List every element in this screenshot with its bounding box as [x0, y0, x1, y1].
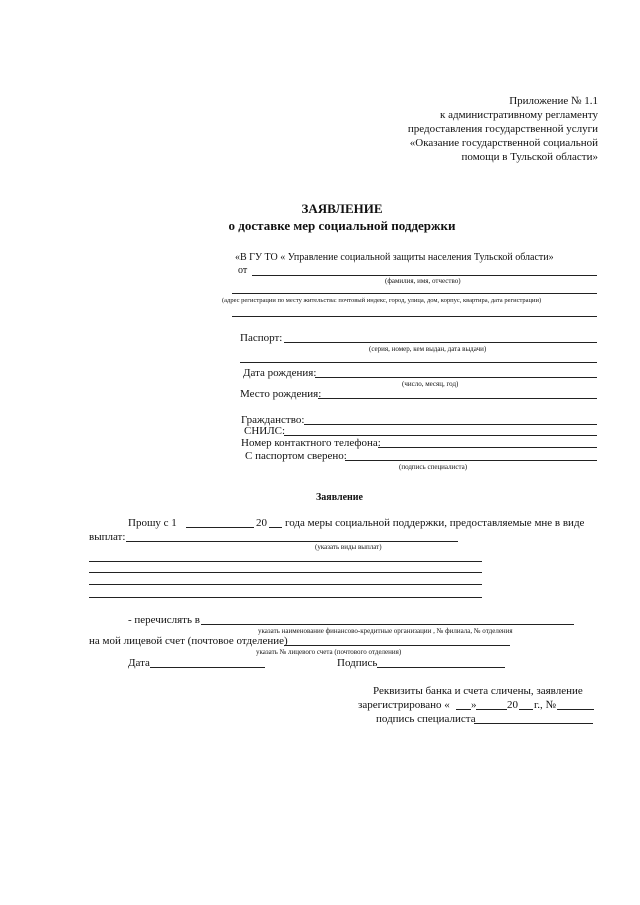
payments-label: выплат:: [89, 531, 126, 543]
appendix-line-4: «Оказание государственной социальной: [409, 137, 598, 149]
birth-date-hint: (число, месяц, год): [402, 380, 459, 388]
payments-line-2: [89, 561, 482, 562]
footer-month-line: [476, 709, 507, 710]
checked-line: [345, 460, 597, 461]
payments-line: [126, 541, 458, 542]
checked-label: С паспортом сверено:: [245, 450, 347, 462]
signature-label: Подпись: [337, 657, 378, 669]
address-hint: (адрес регистрации по месту жительства: почтовый индекс, город, улица, дом, корпус, квартира, дата регистрации): [222, 297, 542, 304]
account-label: на мой лицевой счет (почтовое отделение): [89, 635, 288, 647]
document-title: ЗАЯВЛЕНИЕ: [301, 201, 383, 216]
birth-date-label: Дата рождения:: [243, 367, 317, 379]
statement-text-1: Прошу с 1: [128, 517, 177, 529]
footer-line-3: подпись специалиста: [376, 713, 476, 725]
footer-line-2d: г., №: [534, 699, 557, 711]
footer-line-2a: зарегистрировано «: [358, 699, 450, 711]
phone-line: [378, 447, 597, 448]
passport-label: Паспорт:: [240, 332, 283, 344]
footer-day-line: [456, 709, 471, 710]
appendix-line-3: предоставления государственной услуги: [407, 123, 598, 135]
payments-line-3: [89, 572, 482, 573]
addressee-line: «В ГУ ТО « Управление социальной защиты населения Тульской области»: [235, 252, 554, 263]
footer-number-line: [557, 709, 594, 710]
from-label: от: [238, 265, 248, 276]
statement-text-3: года меры социальной поддержки, предоставляемые мне в виде: [285, 517, 585, 529]
payments-line-4: [89, 584, 482, 585]
statement-year-line: [269, 527, 282, 528]
transfer-org-hint: указать наименование финансово-кредитные организации , № филиала, № отделения: [258, 627, 513, 635]
date-label: Дата: [128, 657, 150, 669]
birth-place-label: Место рождения:: [240, 388, 322, 400]
footer-line-1: Реквизиты банка и счета сличены, заявление: [373, 685, 583, 697]
checked-hint: (подпись специалиста): [399, 463, 468, 471]
citizenship-label: Гражданство:: [241, 414, 305, 426]
birth-date-line: [315, 377, 597, 378]
account-line: [284, 645, 510, 646]
footer-year-line: [519, 709, 533, 710]
passport-line: [284, 342, 597, 343]
passport-hint: (серия, номер, кем выдан, дата выдачи): [369, 345, 487, 353]
statement-text-2: 20: [256, 517, 267, 529]
address-line-2: [232, 316, 597, 317]
payments-hint: (указать виды выплат): [315, 543, 382, 551]
footer-sign-line: [474, 723, 593, 724]
from-hint: (фамилия, имя, отчество): [385, 277, 461, 285]
date-line: [150, 667, 265, 668]
snils-label: СНИЛС:: [244, 425, 286, 437]
footer-line-2b: »: [471, 699, 477, 711]
statement-date-line: [186, 527, 254, 528]
citizenship-line: [304, 424, 597, 425]
footer-line-2c: 20: [507, 699, 518, 711]
snils-line: [284, 435, 597, 436]
appendix-line-2: к административному регламенту: [440, 109, 598, 121]
payments-line-5: [89, 597, 482, 598]
appendix-line-1: Приложение № 1.1: [509, 95, 598, 107]
appendix-line-5: помощи в Тульской области»: [461, 151, 598, 163]
from-line: [252, 275, 597, 276]
passport-line-2: [240, 362, 597, 363]
signature-line: [377, 667, 505, 668]
address-line-1: [232, 293, 597, 294]
transfer-line: [201, 624, 574, 625]
transfer-label: - перечислять в: [128, 614, 200, 626]
account-hint: указать № лицевого счета (почтового отделения): [256, 648, 402, 656]
phone-label: Номер контактного телефона:: [241, 437, 381, 449]
birth-place-line: [318, 398, 597, 399]
document-subtitle: о доставке мер социальной поддержки: [228, 218, 456, 233]
statement-heading: Заявление: [316, 492, 363, 503]
